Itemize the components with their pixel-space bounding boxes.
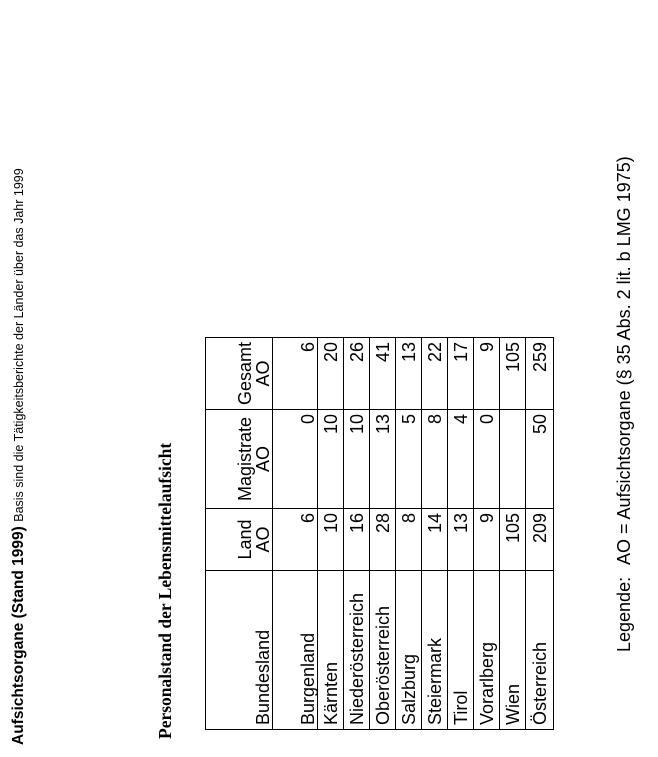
personnel-table [205, 337, 554, 730]
cell-gesamt: 13 [396, 337, 422, 409]
cell-gesamt: 20 [318, 337, 344, 409]
cell-bundesland: Österreich [526, 571, 554, 730]
table-row [500, 337, 526, 729]
cell-bundesland: Burgenland [273, 571, 318, 730]
page-header [10, 168, 28, 745]
cell-land: 209 [526, 509, 554, 571]
cell-land: 14 [422, 509, 448, 571]
header-title: Aufsichtsorgane (Stand 1999) [10, 526, 27, 745]
cell-bundesland: Oberösterreich [370, 571, 396, 730]
col-header-line2: AO [253, 526, 273, 553]
col-header-gesamt [206, 337, 273, 409]
cell-land: 8 [396, 509, 422, 571]
legend-label: Legende: [614, 576, 634, 652]
legend-text: AO = Aufsichtsorgane (§ 35 Abs. 2 lit. b LMG 1975) [614, 156, 634, 565]
cell-bundesland: Tirol [448, 571, 474, 730]
table-row [474, 337, 500, 729]
table-row [318, 337, 344, 729]
cell-magistrate: 5 [396, 410, 422, 509]
col-header-line1: Land [235, 519, 255, 560]
col-header-bundesland [206, 571, 273, 730]
table-row [422, 337, 448, 729]
cell-land: 13 [448, 509, 474, 571]
table-row [344, 337, 370, 729]
table-row [396, 337, 422, 729]
cell-magistrate: 10 [344, 410, 370, 509]
cell-magistrate: 0 [273, 410, 318, 509]
cell-gesamt: 6 [273, 337, 318, 409]
section-title: Personalstand der Lebensmittelaufsicht [155, 442, 175, 739]
table-row [370, 337, 396, 729]
cell-land: 105 [500, 509, 526, 571]
cell-magistrate: 10 [318, 410, 344, 509]
cell-bundesland: Kärnten [318, 571, 344, 730]
cell-gesamt: 105 [500, 337, 526, 409]
cell-gesamt: 22 [422, 337, 448, 409]
cell-bundesland: Vorarlberg [474, 571, 500, 730]
cell-land: 28 [370, 509, 396, 571]
col-header-land [206, 509, 273, 571]
cell-bundesland: Wien [500, 571, 526, 730]
table-row [273, 337, 318, 729]
col-header-magistrate [206, 410, 273, 509]
cell-bundesland: Niederösterreich [344, 571, 370, 730]
cell-land: 9 [474, 509, 500, 571]
cell-magistrate: 0 [474, 410, 500, 509]
col-header-line1: Gesamt [235, 341, 255, 405]
col-header-line2: AO [253, 360, 273, 387]
table-row [448, 337, 474, 729]
col-header-line2: AO [253, 446, 273, 473]
table-row-total [526, 337, 554, 729]
cell-magistrate: 50 [526, 410, 554, 509]
header-subtitle: Basis sind die Tätigkeitsberichte der Länder über das Jahr 1999 [12, 168, 26, 522]
cell-land: 16 [344, 509, 370, 571]
col-header-line1: Magistrate [235, 416, 255, 502]
col-header-line1: Bundesland [253, 629, 273, 725]
cell-bundesland: Salzburg [396, 571, 422, 730]
cell-magistrate: 8 [422, 410, 448, 509]
table-header-row [206, 337, 273, 729]
cell-bundesland: Steiermark [422, 571, 448, 730]
cell-gesamt: 9 [474, 337, 500, 409]
cell-magistrate: 4 [448, 410, 474, 509]
cell-magistrate: 13 [370, 410, 396, 509]
cell-land: 6 [273, 509, 318, 571]
cell-gesamt: 41 [370, 337, 396, 409]
cell-gesamt: 259 [526, 337, 554, 409]
cell-magistrate [500, 410, 526, 509]
cell-gesamt: 26 [344, 337, 370, 409]
cell-land: 10 [318, 509, 344, 571]
cell-gesamt: 17 [448, 337, 474, 409]
